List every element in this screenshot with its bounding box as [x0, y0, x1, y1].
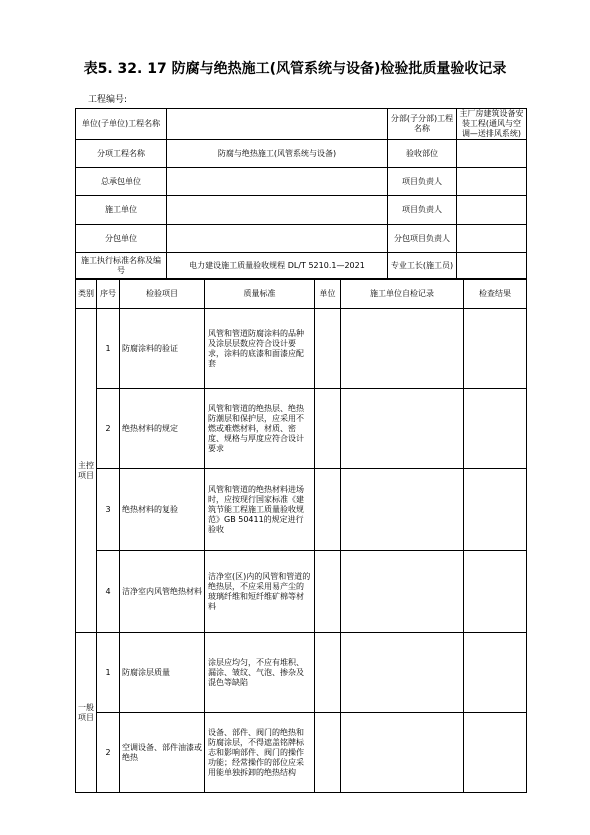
- acceptance-part-value: [457, 140, 527, 168]
- project-manager-label-2: 项目负责人: [388, 196, 457, 225]
- quality-standard: 涂层应均匀，不应有堆积、漏涂、皱纹、气泡、掺杂及混色等缺陷: [205, 633, 315, 713]
- table-row: [76, 389, 527, 469]
- sub-project-value: 主厂房建筑设备安装工程(通风与空调—送排风系统): [457, 109, 527, 140]
- general-category: 一般项目: [76, 633, 97, 793]
- col-self-check: 施工单位自检记录: [341, 279, 464, 309]
- col-result: 检查结果: [464, 279, 527, 309]
- inspection-item: 绝热材料的复验: [120, 469, 205, 551]
- header-table: [75, 108, 527, 280]
- subcontract-unit-label: 分包单位: [76, 225, 167, 253]
- col-seq: 序号: [97, 279, 120, 309]
- standard-value: 电力建设施工质量验收规程 DL/T 5210.1—2021: [167, 253, 388, 280]
- inspection-item: 洁净室内风管绝热材料: [120, 551, 205, 633]
- table-row: [76, 633, 527, 713]
- sub-project-manager-label: 分包项目负责人: [388, 225, 457, 253]
- table-row: [76, 713, 527, 793]
- item-project-label: 分项工程名称: [76, 140, 167, 168]
- seq: 2: [97, 713, 120, 793]
- quality-standard: 风管和管道的绝热材料进场时，应按现行国家标准《建筑节能工程施工质量验收规范》GB 50411的规定进行验收: [205, 469, 315, 551]
- acceptance-part-label: 验收部位: [388, 140, 457, 168]
- project-no-label: 工程编号:: [88, 95, 128, 105]
- seq: 1: [97, 309, 120, 389]
- quality-standard: 风管和管道防腐涂料的品种及涂层层数应符合设计要求，涂料的底漆和面漆应配套: [205, 309, 315, 389]
- table-row: [76, 309, 527, 389]
- seq: 1: [97, 633, 120, 713]
- sub-project-label: 分部(子分部)工程名称: [388, 109, 457, 140]
- col-unit: 单位: [315, 279, 341, 309]
- seq: 3: [97, 469, 120, 551]
- table-row: [76, 551, 527, 633]
- table-row: [76, 469, 527, 551]
- project-manager-label: 项目负责人: [388, 168, 457, 196]
- general-contractor-label: 总承包单位: [76, 168, 167, 196]
- col-category: 类别: [76, 279, 97, 309]
- inspection-item: 防腐涂层质量: [120, 633, 205, 713]
- col-standard: 质量标准: [205, 279, 315, 309]
- foreman-label: 专业工长(施工员): [388, 253, 457, 280]
- seq: 2: [97, 389, 120, 469]
- inspection-item: 绝热材料的规定: [120, 389, 205, 469]
- inspection-item: 防腐涂料的验证: [120, 309, 205, 389]
- page-title: 表5. 32. 17 防腐与绝热施工(风管系统与设备)检验批质量验收记录: [83, 61, 507, 77]
- inspection-table: [75, 278, 527, 793]
- seq: 4: [97, 551, 120, 633]
- main-category: 主控项目: [76, 309, 97, 633]
- quality-standard: 洁净室(区)内的风管和管道的绝热层，不应采用易产尘的玻璃纤维和短纤维矿棉等材料: [205, 551, 315, 633]
- quality-standard: 设备、部件、阀门的绝热和防腐涂层，不得遮盖铭牌标志和影响部件、阀门的操作功能；经常操作的部位应采用能单独拆卸的绝热结构: [205, 713, 315, 793]
- inspection-item: 空调设备、部件油漆或绝热: [120, 713, 205, 793]
- unit-project-label: 单位(子单位)工程名称: [76, 109, 167, 140]
- construction-unit-label: 施工单位: [76, 196, 167, 225]
- unit-project-value: [167, 109, 388, 140]
- col-item: 检验项目: [120, 279, 205, 309]
- standard-label: 施工执行标准名称及编号: [76, 253, 167, 280]
- item-project-value: 防腐与绝热施工(风管系统与设备): [167, 140, 388, 168]
- quality-standard: 风管和管道的绝热层、绝热防潮层和保护层，应采用不燃或难燃材料，材质、密度、规格与厚度应符合设计要求: [205, 389, 315, 469]
